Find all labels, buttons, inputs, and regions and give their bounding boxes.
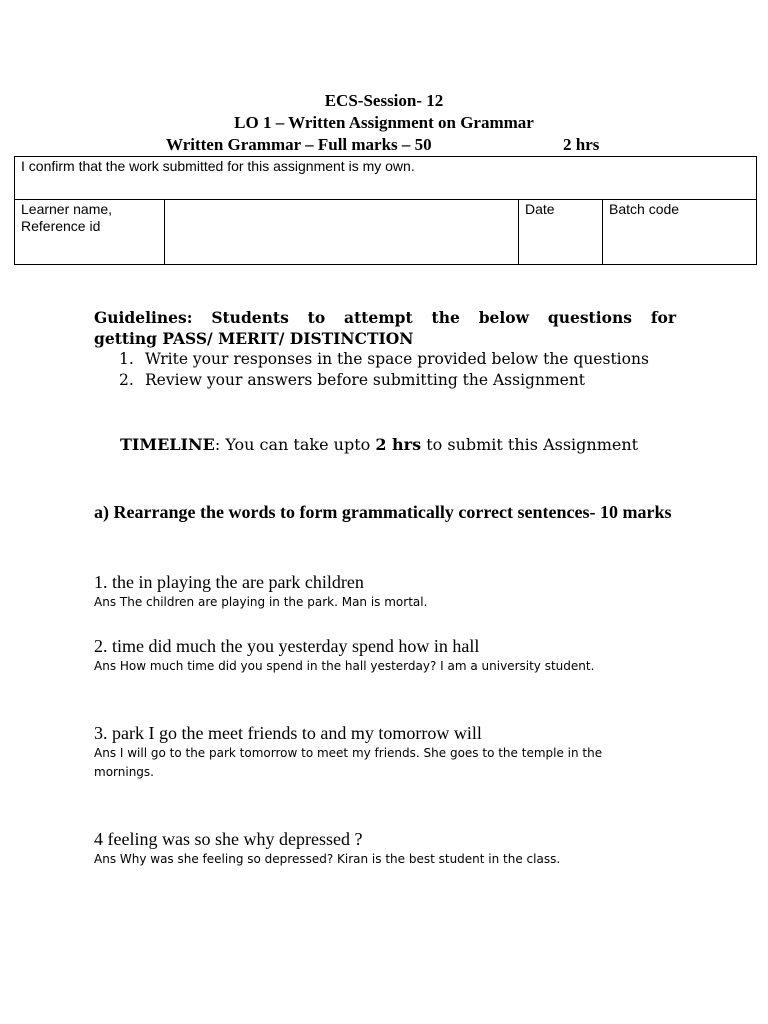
batch-code-label: Batch code bbox=[609, 201, 680, 217]
question-text: 2. time did much the you yesterday spend how in hall bbox=[94, 636, 480, 656]
confirmation-text: I confirm that the work submitted for this assignment is my own. bbox=[21, 158, 415, 174]
timeline-note: TIMELINE: You can take upto 2 hrs to submit this Assignment bbox=[120, 435, 639, 454]
confirmation-cell bbox=[15, 157, 757, 200]
question-text: 4 feeling was so she why depressed ? bbox=[94, 829, 363, 849]
learner-info-table bbox=[14, 156, 757, 265]
guidelines-heading: Guidelines: Students to attempt the below questions for bbox=[94, 308, 676, 327]
learner-name-field[interactable] bbox=[165, 200, 519, 265]
reference-id-label: Reference id bbox=[21, 218, 101, 234]
timeline-label: TIMELINE bbox=[120, 435, 215, 454]
document-header bbox=[0, 90, 768, 156]
guidelines-list bbox=[94, 349, 676, 391]
batch-code-cell[interactable] bbox=[603, 200, 757, 265]
answer-text[interactable]: Ans The children are playing in the park. Man is mortal. bbox=[94, 595, 428, 609]
date-cell[interactable] bbox=[519, 200, 603, 265]
question-1 bbox=[94, 571, 694, 612]
duration-text: 2 hrs bbox=[563, 135, 600, 154]
guideline-item: 2. Review your answers before submitting the Assignment bbox=[119, 371, 586, 389]
answer-text[interactable]: Ans How much time did you spend in the hall yesterday? I am a university student. bbox=[94, 659, 595, 673]
date-label: Date bbox=[525, 201, 555, 217]
learner-name-label: Learner name, bbox=[21, 201, 113, 217]
guideline-item: 1. Write your responses in the space provided below the questions bbox=[119, 350, 649, 368]
answer-text[interactable]: Ans I will go to the park tomorrow to meet my friends. She goes to the temple in the mornings. bbox=[94, 746, 603, 779]
question-text: 3. park I go the meet friends to and my tomorrow will bbox=[94, 723, 482, 743]
question-text: 1. the in playing the are park children bbox=[94, 572, 364, 592]
question-3 bbox=[94, 722, 694, 782]
question-2 bbox=[94, 635, 694, 676]
learner-label-cell bbox=[15, 200, 165, 265]
guidelines-section bbox=[94, 307, 676, 391]
question-4 bbox=[94, 828, 694, 869]
timeline-duration: 2 hrs bbox=[375, 435, 422, 454]
answer-text[interactable]: Ans Why was she feeling so depressed? Kiran is the best student in the class. bbox=[94, 852, 561, 866]
assignment-title: LO 1 – Written Assignment on Grammar bbox=[234, 113, 534, 132]
section-a-title: a) Rearrange the words to form grammatically correct sentences- 10 marks bbox=[94, 502, 672, 522]
guidelines-heading-cont: getting PASS/ MERIT/ DISTINCTION bbox=[94, 329, 414, 348]
full-marks-text: Written Grammar – Full marks – 50 bbox=[166, 135, 432, 154]
session-title: ECS-Session- 12 bbox=[324, 91, 444, 110]
marks-line bbox=[0, 134, 768, 156]
